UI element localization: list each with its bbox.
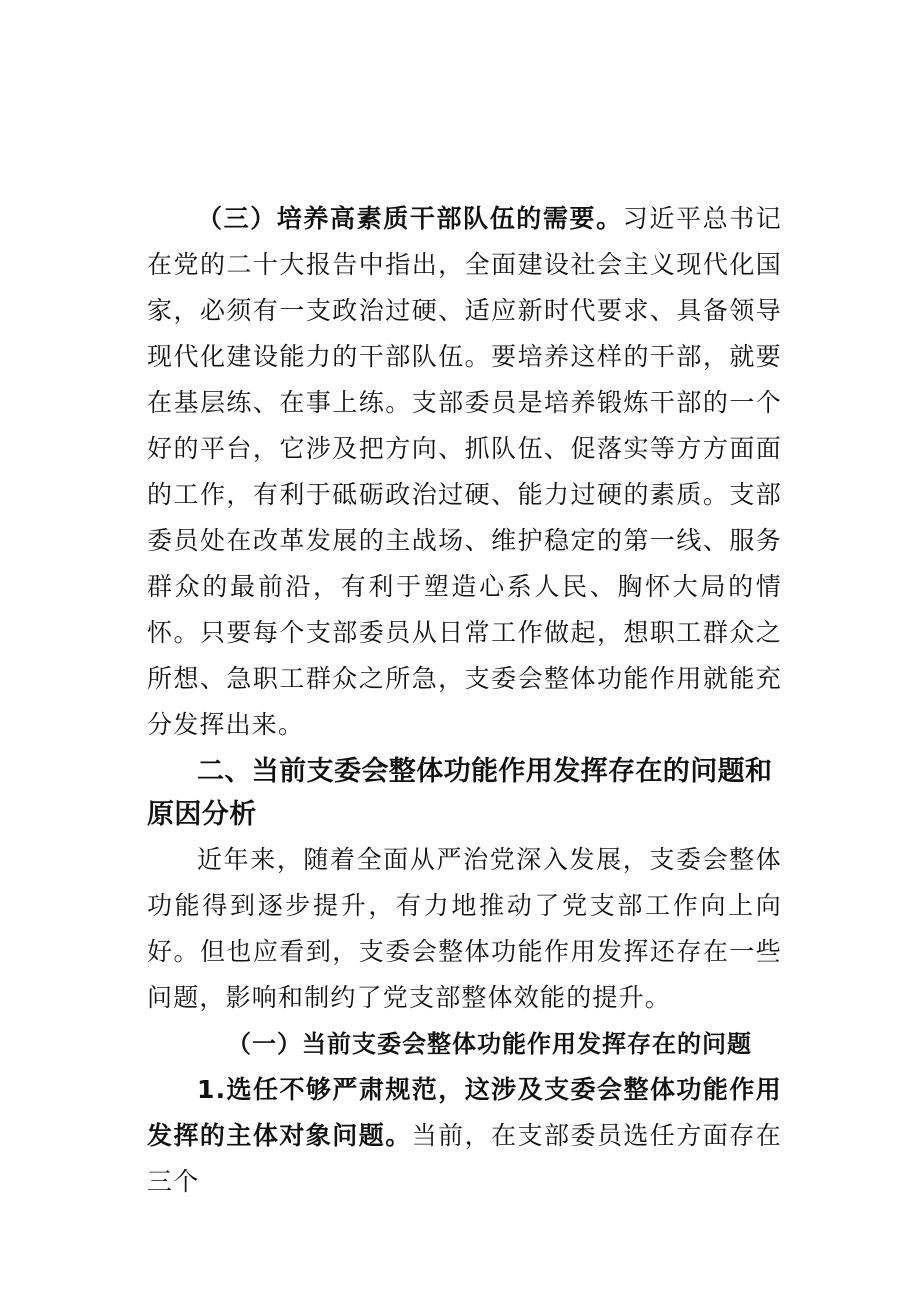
document-page [147, 196, 782, 1205]
section-3-heading: （三）培养高素质干部队伍的需要。 [197, 204, 623, 233]
item-1-body: 当前，在支部委员选任方面存在三个 [147, 1121, 782, 1196]
item-1-paragraph [147, 1067, 782, 1205]
subsection-1-title: （一）当前支委会整体功能作用发挥存在的问题 [227, 1030, 752, 1058]
section-3-body: 习近平总书记在党的二十大报告中指出，全面建设社会主义现代化国家，必须有一支政治过硬、适应新时代要求、具备领导现代化建设能力的干部队伍。要培养这样的干部，就要在基层练、在事上练。支部委员是培养锻炼干部的一个好的平台，它涉及把方向、抓队伍、促落实等方方面面的工作，有利于砥砺政治过硬、能力过硬的素质。支部委员处在改革发展的主战场、维护稳定的第一线、服务群众的最前沿，有利于塑造心系人民、胸怀大局的情怀。只要每个支部委员从日常工作做起，想职工群众之所想、急职工群众之所急，支委会整体功能作用就能充分发挥出来。 [147, 204, 782, 739]
item-1-heading: 1.选任不够严肃规范，这涉及支委会整体功能作用发挥的主体对象问题。 [147, 1075, 782, 1150]
section-3-paragraph [147, 196, 782, 748]
chapter-2-title: 二、当前支委会整体功能作用发挥存在的问题和原因分析 [147, 756, 773, 830]
chapter-2-intro: 近年来，随着全面从严治党深入发展，支委会整体功能得到逐步提升，有力地推动了党支部工作向上向好。但也应看到，支委会整体功能作用发挥还存在一些问题，影响和制约了党支部整体效能的提升。 [147, 845, 782, 1012]
